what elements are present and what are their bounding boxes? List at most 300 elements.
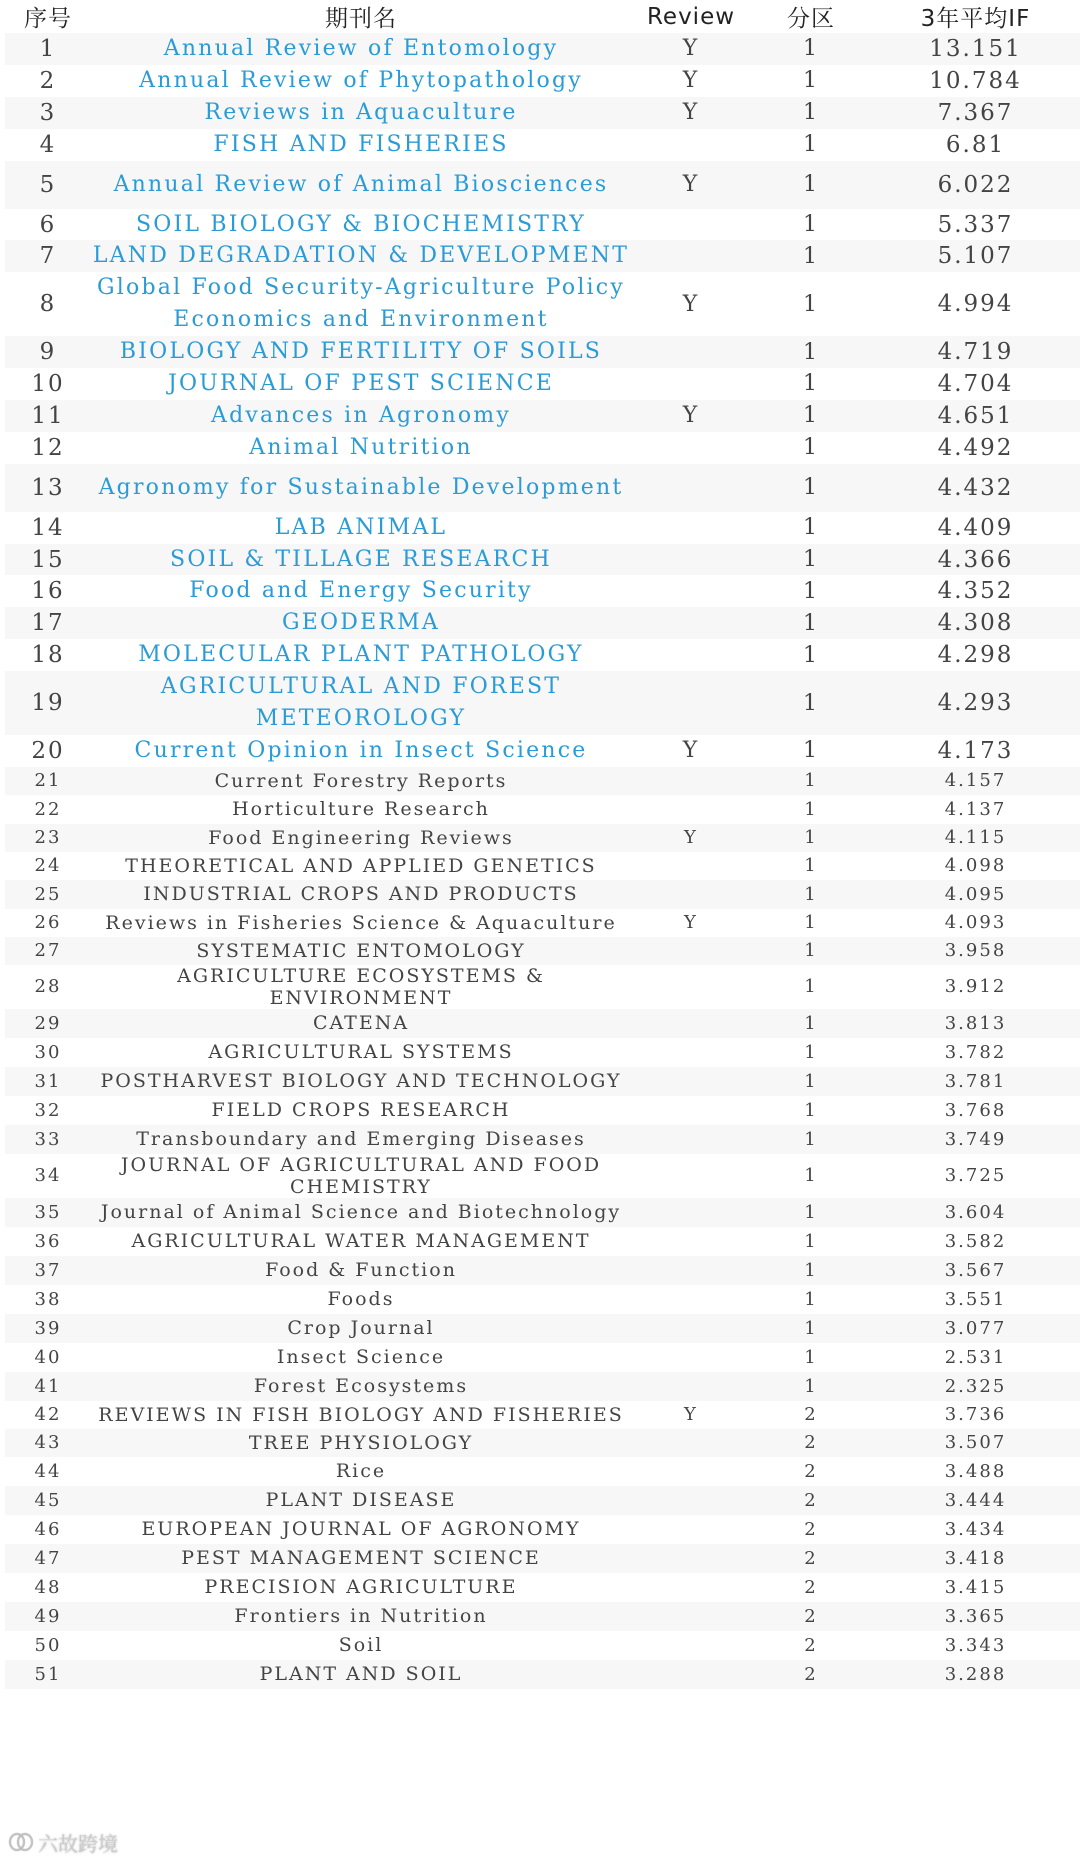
review-flag: Y — [631, 33, 751, 65]
impact-factor: 4.704 — [871, 368, 1080, 400]
table-row — [5, 336, 1080, 368]
zone-number: 1 — [751, 161, 871, 209]
journal-name: Insect Science — [91, 1343, 631, 1372]
zone-number: 1 — [751, 400, 871, 432]
journal-name: BIOLOGY AND FERTILITY OF SOILS — [91, 336, 631, 368]
journal-name: PEST MANAGEMENT SCIENCE — [91, 1544, 631, 1573]
zone-number: 1 — [751, 909, 871, 937]
zone-number: 2 — [751, 1457, 871, 1486]
impact-factor: 3.343 — [871, 1631, 1080, 1660]
table-row — [5, 1285, 1080, 1314]
journal-name: JOURNAL OF AGRICULTURAL AND FOOD CHEMISTRY — [91, 1154, 631, 1198]
journal-name: SYSTEMATIC ENTOMOLOGY — [91, 937, 631, 965]
zone-number: 1 — [751, 1343, 871, 1372]
table-row — [5, 464, 1080, 512]
zone-number: 1 — [751, 1198, 871, 1227]
table-row — [5, 1486, 1080, 1515]
table-row — [5, 1038, 1080, 1067]
impact-factor: 4.651 — [871, 400, 1080, 432]
table-row — [5, 97, 1080, 129]
table-row — [5, 432, 1080, 464]
row-number: 9 — [5, 336, 91, 368]
row-number: 15 — [5, 544, 91, 576]
review-flag — [631, 1602, 751, 1631]
table-row — [5, 1660, 1080, 1689]
journal-name: PLANT DISEASE — [91, 1486, 631, 1515]
impact-factor: 4.093 — [871, 909, 1080, 937]
journal-name: PRECISION AGRICULTURE — [91, 1573, 631, 1602]
impact-factor: 6.022 — [871, 161, 1080, 209]
table-row — [5, 1372, 1080, 1401]
table-row — [5, 1457, 1080, 1486]
journal-name: Agronomy for Sustainable Development — [91, 464, 631, 512]
impact-factor: 3.749 — [871, 1125, 1080, 1154]
zone-number: 2 — [751, 1429, 871, 1457]
journal-name: Current Forestry Reports — [91, 767, 631, 795]
zone-number: 1 — [751, 575, 871, 607]
impact-factor: 4.157 — [871, 767, 1080, 795]
column-header-zone: 分区 — [751, 0, 871, 33]
row-number: 49 — [5, 1602, 91, 1631]
row-number: 14 — [5, 512, 91, 544]
zone-number: 1 — [751, 1372, 871, 1401]
table-row — [5, 1602, 1080, 1631]
zone-number: 1 — [751, 1314, 871, 1343]
review-flag: Y — [631, 161, 751, 209]
zone-number: 1 — [751, 432, 871, 464]
impact-factor: 4.298 — [871, 639, 1080, 671]
table-row — [5, 400, 1080, 432]
journal-ranking-table — [5, 0, 1080, 1689]
journal-name: Frontiers in Nutrition — [91, 1602, 631, 1631]
review-flag — [631, 1457, 751, 1486]
review-flag — [631, 795, 751, 824]
row-number: 35 — [5, 1198, 91, 1227]
row-number: 7 — [5, 240, 91, 272]
journal-name: AGRICULTURAL AND FOREST METEOROLOGY — [91, 671, 631, 735]
impact-factor: 3.782 — [871, 1038, 1080, 1067]
row-number: 37 — [5, 1256, 91, 1285]
row-number: 6 — [5, 209, 91, 241]
zone-number: 1 — [751, 33, 871, 65]
impact-factor: 10.784 — [871, 65, 1080, 97]
zone-number: 1 — [751, 368, 871, 400]
zone-number: 1 — [751, 965, 871, 1009]
row-number: 47 — [5, 1544, 91, 1573]
review-flag: Y — [631, 65, 751, 97]
review-flag — [631, 1038, 751, 1067]
table-row — [5, 33, 1080, 65]
row-number: 11 — [5, 400, 91, 432]
zone-number: 2 — [751, 1602, 871, 1631]
journal-name: THEORETICAL AND APPLIED GENETICS — [91, 852, 631, 880]
journal-name: REVIEWS IN FISH BIOLOGY AND FISHERIES — [91, 1401, 631, 1429]
table-row — [5, 909, 1080, 937]
impact-factor: 4.308 — [871, 607, 1080, 639]
review-flag — [631, 1009, 751, 1038]
review-flag — [631, 1096, 751, 1125]
review-flag: Y — [631, 400, 751, 432]
impact-factor: 7.367 — [871, 97, 1080, 129]
review-flag — [631, 512, 751, 544]
review-flag: Y — [631, 735, 751, 767]
row-number: 24 — [5, 852, 91, 880]
review-flag — [631, 1198, 751, 1227]
review-flag — [631, 1125, 751, 1154]
watermark — [8, 1828, 118, 1856]
zone-number: 1 — [751, 852, 871, 880]
impact-factor: 3.781 — [871, 1067, 1080, 1096]
journal-name: JOURNAL OF PEST SCIENCE — [91, 368, 631, 400]
journal-name: Forest Ecosystems — [91, 1372, 631, 1401]
journal-name: AGRICULTURE ECOSYSTEMS & ENVIRONMENT — [91, 965, 631, 1009]
review-flag — [631, 639, 751, 671]
impact-factor: 3.582 — [871, 1227, 1080, 1256]
review-flag — [631, 1631, 751, 1660]
journal-name: SOIL & TILLAGE RESEARCH — [91, 544, 631, 576]
row-number: 2 — [5, 65, 91, 97]
journal-name: LAND DEGRADATION & DEVELOPMENT — [91, 240, 631, 272]
row-number: 27 — [5, 937, 91, 965]
zone-number: 1 — [751, 735, 871, 767]
row-number: 13 — [5, 464, 91, 512]
review-flag — [631, 464, 751, 512]
impact-factor: 4.352 — [871, 575, 1080, 607]
table-row — [5, 1096, 1080, 1125]
table-row — [5, 161, 1080, 209]
table-row — [5, 1125, 1080, 1154]
table-row — [5, 368, 1080, 400]
impact-factor: 3.365 — [871, 1602, 1080, 1631]
table-row — [5, 1515, 1080, 1544]
review-flag — [631, 1067, 751, 1096]
zone-number: 1 — [751, 464, 871, 512]
column-header-journal-name: 期刊名 — [91, 0, 631, 33]
review-flag — [631, 937, 751, 965]
review-flag — [631, 880, 751, 909]
impact-factor: 3.604 — [871, 1198, 1080, 1227]
zone-number: 1 — [751, 1227, 871, 1256]
impact-factor: 3.958 — [871, 937, 1080, 965]
impact-factor: 4.173 — [871, 735, 1080, 767]
row-number: 50 — [5, 1631, 91, 1660]
zone-number: 1 — [751, 937, 871, 965]
table-row — [5, 1401, 1080, 1429]
table-row — [5, 639, 1080, 671]
zone-number: 1 — [751, 512, 871, 544]
review-flag — [631, 129, 751, 161]
zone-number: 1 — [751, 1009, 871, 1038]
table-row — [5, 209, 1080, 241]
row-number: 17 — [5, 607, 91, 639]
table-row — [5, 1343, 1080, 1372]
zone-number: 2 — [751, 1631, 871, 1660]
table-row — [5, 852, 1080, 880]
row-number: 12 — [5, 432, 91, 464]
zone-number: 1 — [751, 209, 871, 241]
review-flag — [631, 1154, 751, 1198]
impact-factor: 6.81 — [871, 129, 1080, 161]
impact-factor: 3.418 — [871, 1544, 1080, 1573]
review-flag: Y — [631, 1401, 751, 1429]
zone-number: 2 — [751, 1573, 871, 1602]
journal-name: Annual Review of Entomology — [91, 33, 631, 65]
journal-name: MOLECULAR PLANT PATHOLOGY — [91, 639, 631, 671]
row-number: 3 — [5, 97, 91, 129]
table-row — [5, 512, 1080, 544]
row-number: 4 — [5, 129, 91, 161]
review-flag — [631, 1372, 751, 1401]
row-number: 41 — [5, 1372, 91, 1401]
journal-name: CATENA — [91, 1009, 631, 1038]
review-flag — [631, 671, 751, 735]
row-number: 34 — [5, 1154, 91, 1198]
row-number: 26 — [5, 909, 91, 937]
row-number: 36 — [5, 1227, 91, 1256]
table-row — [5, 1573, 1080, 1602]
zone-number: 1 — [751, 97, 871, 129]
row-number: 18 — [5, 639, 91, 671]
review-flag: Y — [631, 272, 751, 336]
zone-number: 1 — [751, 767, 871, 795]
review-flag — [631, 575, 751, 607]
impact-factor: 3.415 — [871, 1573, 1080, 1602]
impact-factor: 4.095 — [871, 880, 1080, 909]
impact-factor: 4.994 — [871, 272, 1080, 336]
journal-name: INDUSTRIAL CROPS AND PRODUCTS — [91, 880, 631, 909]
row-number: 33 — [5, 1125, 91, 1154]
zone-number: 1 — [751, 1067, 871, 1096]
impact-factor: 13.151 — [871, 33, 1080, 65]
row-number: 1 — [5, 33, 91, 65]
journal-name: FIELD CROPS RESEARCH — [91, 1096, 631, 1125]
zone-number: 1 — [751, 336, 871, 368]
zone-number: 1 — [751, 795, 871, 824]
impact-factor: 5.337 — [871, 209, 1080, 241]
row-number: 20 — [5, 735, 91, 767]
row-number: 16 — [5, 575, 91, 607]
journal-name: TREE PHYSIOLOGY — [91, 1429, 631, 1457]
journal-name: Annual Review of Phytopathology — [91, 65, 631, 97]
table-header-row — [5, 0, 1080, 33]
table-row — [5, 1544, 1080, 1573]
row-number: 23 — [5, 824, 91, 852]
row-number: 22 — [5, 795, 91, 824]
table-row — [5, 129, 1080, 161]
row-number: 32 — [5, 1096, 91, 1125]
table-row — [5, 544, 1080, 576]
review-flag — [631, 1285, 751, 1314]
review-flag — [631, 1429, 751, 1457]
zone-number: 2 — [751, 1660, 871, 1689]
journal-name: SOIL BIOLOGY & BIOCHEMISTRY — [91, 209, 631, 241]
zone-number: 1 — [751, 607, 871, 639]
impact-factor: 3.567 — [871, 1256, 1080, 1285]
zone-number: 1 — [751, 671, 871, 735]
zone-number: 1 — [751, 1154, 871, 1198]
row-number: 46 — [5, 1515, 91, 1544]
impact-factor: 3.736 — [871, 1401, 1080, 1429]
journal-name: Journal of Animal Science and Biotechnology — [91, 1198, 631, 1227]
table-row — [5, 1067, 1080, 1096]
table-row — [5, 937, 1080, 965]
journal-name: Global Food Security-Agriculture Policy Economics and Environment — [91, 272, 631, 336]
row-number: 21 — [5, 767, 91, 795]
table-row — [5, 880, 1080, 909]
zone-number: 1 — [751, 824, 871, 852]
zone-number: 2 — [751, 1486, 871, 1515]
column-header-review: Review — [631, 0, 751, 33]
table-row — [5, 1198, 1080, 1227]
journal-name: Food and Energy Security — [91, 575, 631, 607]
journal-name: GEODERMA — [91, 607, 631, 639]
review-flag — [631, 1515, 751, 1544]
impact-factor: 3.444 — [871, 1486, 1080, 1515]
row-number: 19 — [5, 671, 91, 735]
impact-factor: 3.912 — [871, 965, 1080, 1009]
journal-name: PLANT AND SOIL — [91, 1660, 631, 1689]
review-flag — [631, 368, 751, 400]
table-row — [5, 575, 1080, 607]
review-flag — [631, 1314, 751, 1343]
impact-factor: 4.115 — [871, 824, 1080, 852]
journal-name: FISH AND FISHERIES — [91, 129, 631, 161]
table-row — [5, 272, 1080, 336]
row-number: 8 — [5, 272, 91, 336]
review-flag — [631, 767, 751, 795]
journal-name: Current Opinion in Insect Science — [91, 735, 631, 767]
impact-factor: 3.551 — [871, 1285, 1080, 1314]
journal-name: Foods — [91, 1285, 631, 1314]
impact-factor: 3.288 — [871, 1660, 1080, 1689]
zone-number: 1 — [751, 639, 871, 671]
zone-number: 1 — [751, 1285, 871, 1314]
impact-factor: 3.725 — [871, 1154, 1080, 1198]
journal-name: Animal Nutrition — [91, 432, 631, 464]
review-flag — [631, 1660, 751, 1689]
impact-factor: 3.768 — [871, 1096, 1080, 1125]
row-number: 39 — [5, 1314, 91, 1343]
zone-number: 1 — [751, 880, 871, 909]
review-flag — [631, 336, 751, 368]
review-flag — [631, 1486, 751, 1515]
review-flag — [631, 1544, 751, 1573]
zone-number: 1 — [751, 272, 871, 336]
table-row — [5, 65, 1080, 97]
review-flag — [631, 432, 751, 464]
table-row — [5, 1009, 1080, 1038]
journal-name: Reviews in Fisheries Science & Aquaculture — [91, 909, 631, 937]
journal-name: AGRICULTURAL WATER MANAGEMENT — [91, 1227, 631, 1256]
review-flag — [631, 1343, 751, 1372]
review-flag: Y — [631, 97, 751, 129]
table-row — [5, 1227, 1080, 1256]
table-row — [5, 1631, 1080, 1660]
row-number: 51 — [5, 1660, 91, 1689]
row-number: 40 — [5, 1343, 91, 1372]
review-flag — [631, 1573, 751, 1602]
row-number: 43 — [5, 1429, 91, 1457]
impact-factor: 4.492 — [871, 432, 1080, 464]
row-number: 10 — [5, 368, 91, 400]
journal-name: EUROPEAN JOURNAL OF AGRONOMY — [91, 1515, 631, 1544]
table-row — [5, 767, 1080, 795]
row-number: 5 — [5, 161, 91, 209]
journal-name: Food & Function — [91, 1256, 631, 1285]
row-number: 31 — [5, 1067, 91, 1096]
impact-factor: 2.531 — [871, 1343, 1080, 1372]
journal-name: Soil — [91, 1631, 631, 1660]
table-row — [5, 824, 1080, 852]
journal-name: Reviews in Aquaculture — [91, 97, 631, 129]
journal-name: AGRICULTURAL SYSTEMS — [91, 1038, 631, 1067]
impact-factor: 3.488 — [871, 1457, 1080, 1486]
row-number: 25 — [5, 880, 91, 909]
journal-name: POSTHARVEST BIOLOGY AND TECHNOLOGY — [91, 1067, 631, 1096]
table-row — [5, 1429, 1080, 1457]
zone-number: 2 — [751, 1401, 871, 1429]
table-row — [5, 607, 1080, 639]
review-flag: Y — [631, 824, 751, 852]
table-row — [5, 795, 1080, 824]
row-number: 44 — [5, 1457, 91, 1486]
table-row — [5, 240, 1080, 272]
zone-number: 1 — [751, 129, 871, 161]
zone-number: 2 — [751, 1544, 871, 1573]
table-row — [5, 1314, 1080, 1343]
review-flag: Y — [631, 909, 751, 937]
zone-number: 1 — [751, 1096, 871, 1125]
impact-factor: 3.507 — [871, 1429, 1080, 1457]
review-flag — [631, 1227, 751, 1256]
zone-number: 2 — [751, 1515, 871, 1544]
journal-name: Annual Review of Animal Biosciences — [91, 161, 631, 209]
row-number: 29 — [5, 1009, 91, 1038]
journal-name: Food Engineering Reviews — [91, 824, 631, 852]
review-flag — [631, 1256, 751, 1285]
row-number: 48 — [5, 1573, 91, 1602]
review-flag — [631, 965, 751, 1009]
review-flag — [631, 544, 751, 576]
zone-number: 1 — [751, 65, 871, 97]
row-number: 42 — [5, 1401, 91, 1429]
impact-factor: 4.409 — [871, 512, 1080, 544]
table-row — [5, 965, 1080, 1009]
zone-number: 1 — [751, 1256, 871, 1285]
impact-factor: 4.432 — [871, 464, 1080, 512]
table-row — [5, 735, 1080, 767]
row-number: 38 — [5, 1285, 91, 1314]
journal-name: Transboundary and Emerging Diseases — [91, 1125, 631, 1154]
journal-name: Horticulture Research — [91, 795, 631, 824]
review-flag — [631, 240, 751, 272]
journal-name: Rice — [91, 1457, 631, 1486]
zone-number: 1 — [751, 544, 871, 576]
impact-factor: 4.137 — [871, 795, 1080, 824]
impact-factor: 5.107 — [871, 240, 1080, 272]
impact-factor: 3.813 — [871, 1009, 1080, 1038]
column-header-no: 序号 — [5, 0, 91, 33]
watermark-text: 六故跨境 — [38, 1831, 118, 1856]
zone-number: 1 — [751, 240, 871, 272]
journal-name: Crop Journal — [91, 1314, 631, 1343]
zone-number: 1 — [751, 1125, 871, 1154]
review-flag — [631, 209, 751, 241]
table-row — [5, 671, 1080, 735]
row-number: 28 — [5, 965, 91, 1009]
journal-name: Advances in Agronomy — [91, 400, 631, 432]
zone-number: 1 — [751, 1038, 871, 1067]
